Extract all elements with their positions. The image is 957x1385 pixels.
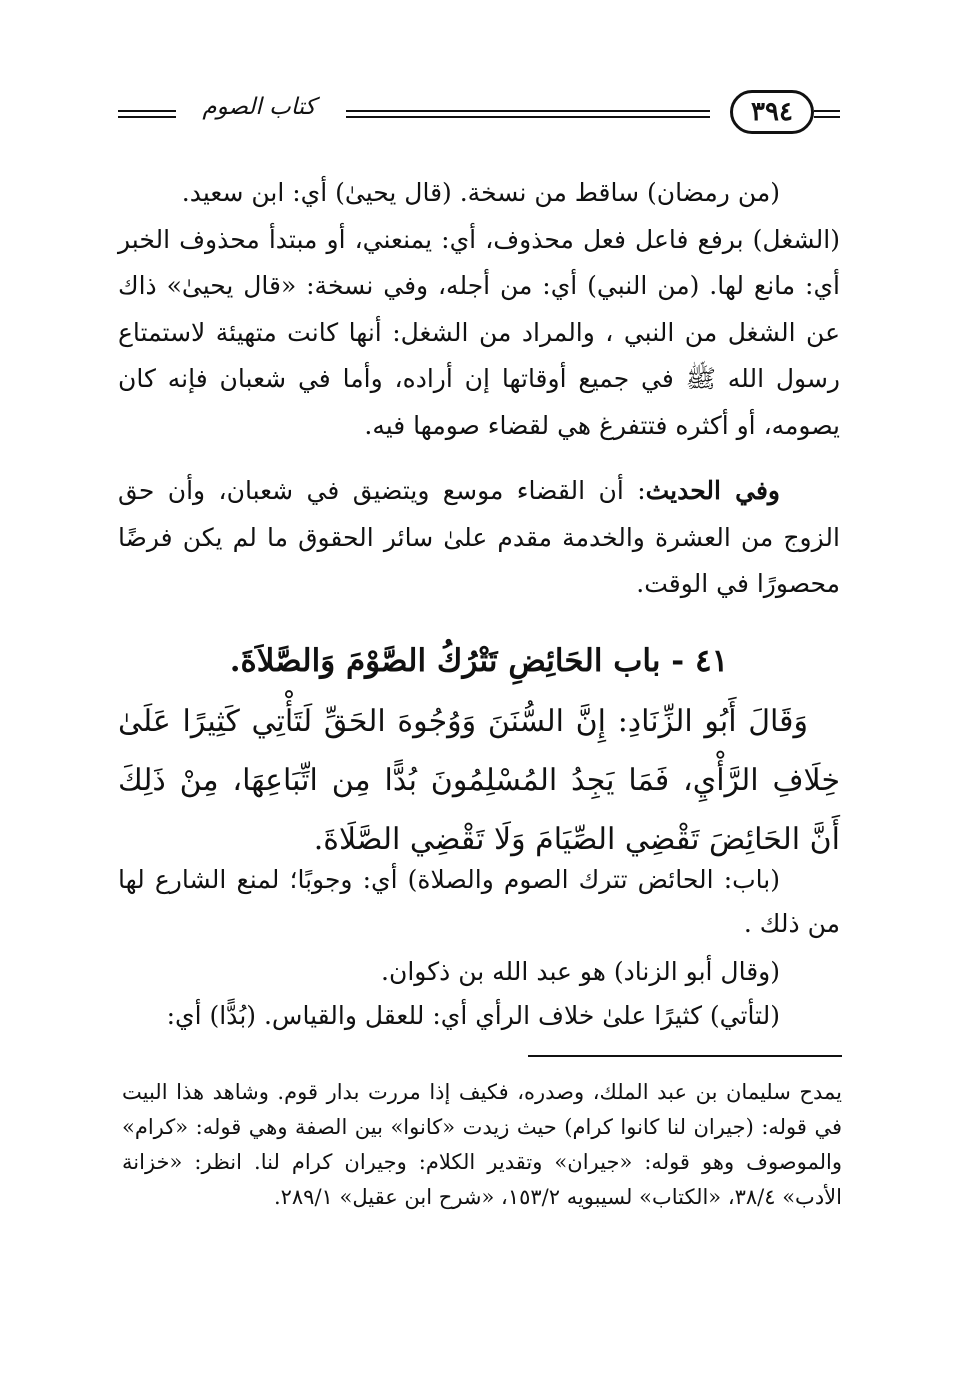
page-number: ٣٩٤: [730, 90, 814, 134]
commentary-paragraph-2: [118, 468, 840, 608]
hadith-quote: وَقَالَ أَبُو الزِّنَادِ: إِنَّ السُّنَنَ وَوُجُوهَ الحَقِّ لَتَأْتِي كَثِيرًا عَلَىٰ خِلَافِ الرَّأْيِ، فَمَا يَجِدُ المُسْلِمُونَ بُدًّا مِن اتِّبَاعِهَا، مِنْ ذَلِكَ أَنَّ الحَائِضَ تَقْضِي الصِّيَامَ وَلَا تَقْضِي الصَّلَاةَ.: [118, 704, 840, 857]
commentary-paragraph-3: (باب: الحائض تترك الصوم والصلاة) أي: وجوبًا؛ لمنع الشارع لها من ذلك .: [118, 865, 840, 938]
header-rule-left: [118, 110, 176, 118]
footnote-separator: [528, 1055, 842, 1057]
paragraph-2-body: : أن القضاء موسع ويتضيق في شعبان، وأن حق الزوج من العشرة والخدمة مقدم علىٰ سائر الحقوق ما لم يكن فرضًا محصورًا في الوقت.: [118, 476, 840, 599]
commentary-paragraph-1: [118, 170, 840, 450]
paragraph-1-first-line: (من رمضان) ساقط من نسخة. (قال يحيىٰ) أي: ابن سعيد.: [181, 178, 780, 207]
footnote: يمدح سليمان بن عبد الملك، وصدره، فكيف إذا مررت بدار قوم. وشاهد هذا البيت في قوله: (جيران لنا كانوا كرام) حيث زيدت «كانوا» بين الصفة وهي قوله: «كرام» والموصوف وهو قوله: «جيران» وتقدير الكلام: وجيران كرام لنا. انظر: «خزانة الأدب» ٣٨/٤، «الكتاب» لسيبويه ١٥٣/٢، «شرح ابن عقيل» ٢٨٩/١.: [122, 1080, 842, 1209]
chapter-heading: ٤١ - باب الحَائِضِ تَتْرُكُ الصَّوْمَ وَالصَّلاَةَ.: [229, 643, 729, 679]
page-header: [118, 88, 840, 144]
paragraph-4-line-2: (لتأتي) كثيرًا علىٰ خلاف الرأي أي: للعقل والقياس. (بُدًّا) أي:: [166, 1001, 780, 1030]
paragraph-1-body: (الشغل) برفع فاعل فعل محذوف، أي: يمنعني، أو مبتدأ محذوف الخبر أي: مانع لها. (من النبي) أي: من أجله، وفي نسخة: «قال يحيىٰ» ذاك عن الشغل من النبي ، والمراد من الشغل: أنها كانت متهيئة لاستمتاع رسول الله ﷺ في جميع أوقاتها إن أراده، وأما في شعبان فإنه كان يصومه، أو أكثره فتتفرغ هي لقضاء صومها فيه.: [118, 224, 840, 440]
commentary-paragraph-4: [118, 950, 840, 1038]
header-rule-middle: [346, 110, 710, 118]
header-rule-right: [814, 110, 840, 118]
paragraph-2-lead: وفي الحديث: [645, 476, 780, 505]
paragraph-4-line-1: (وقال أبو الزناد) هو عبد الله بن ذكوان.: [381, 957, 780, 986]
book-title: كتاب الصوم: [202, 94, 316, 120]
page-number-frame: [730, 90, 814, 134]
